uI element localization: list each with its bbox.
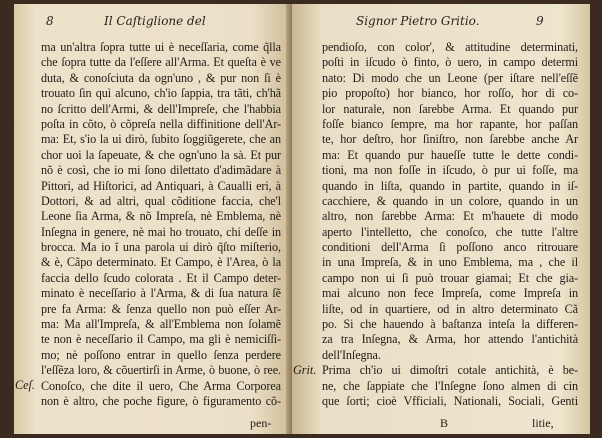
- text-line: conditioni dell'Arma ſi poſſono anco ritrouare: [322, 240, 578, 255]
- text-line: nato: Di modo che un Leone (per iſtare nell'eſſẽ: [322, 70, 578, 85]
- text-line: nõ è così, che io mi ſono dilettato d'adimãdare à: [41, 163, 281, 178]
- text-line: altro, non ſarebbe Arma: Et m'hauete di modo: [322, 209, 578, 224]
- text-line: te, hor deſtro, hor ſiniſtro, non ſarebbe anche Ar: [322, 132, 578, 147]
- text-line: ne, che ſappiate che l'Inſegne ſono almen di cin: [322, 378, 578, 393]
- text-line: aperto l'intelletto, che conoſco, che tutte l'altre: [322, 224, 578, 239]
- running-head-left: Il Caſtiglione del: [104, 14, 206, 28]
- text-line: faccia dello ſcudo colorata . Et il Campo deter-: [41, 270, 281, 285]
- signature-mark: B: [440, 416, 449, 430]
- right-page: [292, 4, 590, 434]
- text-line: liſte, od in quartiere, od in altro determinato Cã: [322, 301, 578, 316]
- text-line: che ſopra tutte da l'eſſere all'Arma. Et queſta è ve: [41, 55, 281, 70]
- text-line: chor uoi la ſapeuate, & che ogn'uno la sà. Et pur: [41, 147, 281, 162]
- left-page: [14, 4, 292, 434]
- right-page-text: [322, 40, 578, 409]
- text-line: Leone ſia Arma, & nõ Impreſa, nè Emblema, nè: [41, 209, 281, 224]
- text-line: ma: Ma all'Impreſa, & all'Emblema non ſolamẽ: [41, 317, 281, 332]
- text-line: duta, & conoſciuta da ogn'uno , & pur non ſi è: [41, 70, 281, 85]
- text-line: poſti in iſcudo ò finto, ò uero, in campo determi: [322, 55, 578, 70]
- speaker-label-right: Grit.: [293, 363, 317, 377]
- text-line: minato è neceſſario à l'Arma, & di ſua natura ſẽ: [41, 286, 281, 301]
- text-line: tioni, ma non foſſe in iſcudo, ò pur ui foſſe, ma: [322, 163, 578, 178]
- text-line: in una Impreſa, & in uno Emblema, ma , che il: [322, 255, 578, 270]
- text-line: que ſorti; cioè Vfficiali, Nationali, Sociali, Genti: [322, 393, 578, 408]
- text-line: & è, Cãpo determinato. Et Campo, è l'Area, ò la: [41, 255, 281, 270]
- catchword-left: pen-: [250, 416, 272, 430]
- text-line: no ſcritto dell'Armi, & dell'Impreſe, che l'habbia: [41, 101, 281, 116]
- text-line: cacchiere, & quando in un colore, quando in un: [322, 193, 578, 208]
- text-line: campo non ui ſi può trouar giamai; Et che gia-: [322, 270, 578, 285]
- text-line: Dottori, & ad altri, qual cõditione faccia, che'l: [41, 193, 281, 208]
- page-number-right: 9: [536, 14, 544, 28]
- text-line: foſſe bianco ſempre, ma hor rapante, hor paſſan: [322, 116, 578, 131]
- text-line: quando in liſta, quando in partite, quando in iſ-: [322, 178, 578, 193]
- speaker-label-left: Ceſ.: [15, 378, 35, 392]
- text-line: mai alcuno non fece Impreſa, come Impreſa in: [322, 286, 578, 301]
- text-line: non è altro, che poche figure, ò figuramento cõ-: [41, 393, 281, 408]
- text-line: brocca. Ma io ĩ una parola ui dirò q̃ſto miſterio,: [41, 240, 281, 255]
- text-line: za tra Inſegna, & Arma, hor attendo l'antichità: [322, 332, 578, 347]
- page-number-left: 8: [46, 14, 54, 28]
- text-line: dell'Inſegna.: [322, 347, 381, 362]
- text-line: pre fa Arma: & ſenza quello non può eſſer Ar-: [41, 301, 281, 316]
- left-page-text: [41, 40, 281, 409]
- text-line: Conoſco, che dite il uero, Che Arma Corporea: [41, 378, 281, 393]
- text-line: mo; nè poſſono entrar in quello ſenza perdere: [41, 347, 281, 362]
- text-line: te non è neceſſario il Campo, ma gli è nemiciſſi-: [41, 332, 281, 347]
- text-line: trouato ſin quì alcuno, ch'io ſappia, tra tãti, ch'hã: [41, 86, 281, 101]
- text-line: Inſegna in genere, nè mai ho trouato, chi deſſe in: [41, 224, 281, 239]
- text-line: ma: Et, s'io la ui dirò, ſubito ſoggiũgerete, che an: [41, 132, 281, 147]
- text-line: pendioſo, con color', & attitudine determinati,: [322, 40, 578, 54]
- running-head-right: Signor Pietro Gritio.: [356, 14, 480, 28]
- text-line: ma: Et quando pur haueſſe tutte le dette condi-: [322, 147, 578, 162]
- text-line: poſta in cõto, ò cõpreſa nella diffinitione dell'Ar-: [41, 116, 281, 131]
- text-line: Prima ch'io ui dimoſtri cotale antichità, è be-: [322, 363, 578, 378]
- text-line: pio propoſto) hor bianco, hor roſſo, hor di co-: [322, 86, 578, 101]
- text-line: lor naturale, non ſarebbe Arma. Et quando pur: [322, 101, 578, 116]
- text-line: po. Si che hauendo à baſtanza inteſa la differen-: [322, 317, 578, 332]
- text-line: Pittori, ad Hiſtorici, ad Antiquari, à Caualli eri, à: [41, 178, 281, 193]
- text-line: ma un'altra ſopra tutte ui è neceſſaria, come q̃lla: [41, 40, 281, 54]
- text-line: l'eſſẽza loro, & cõuertirſi in Arme, ò buone, ò ree.: [41, 363, 281, 378]
- catchword-right: litie,: [532, 416, 554, 430]
